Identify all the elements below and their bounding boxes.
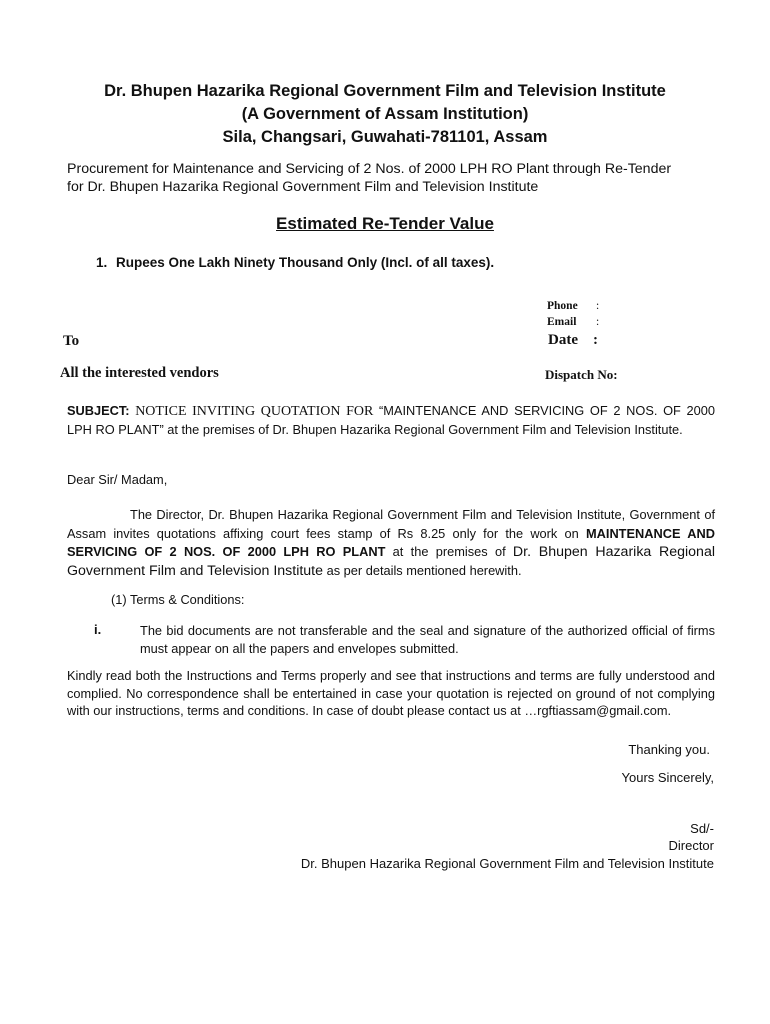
terms-item-numeral: i. (94, 622, 102, 637)
para1-institute: Dr. Bhupen Hazarika Regional Government Film and Television Institute (67, 544, 715, 579)
body-paragraph-1 (67, 506, 715, 580)
thanking-you: Thanking you. (628, 742, 710, 757)
subject-paragraph (67, 402, 715, 438)
estimate-item (96, 255, 494, 270)
para1-bold: MAINTENANCE AND SERVICING OF 2 NOS. OF 2000 LPH RO PLANT (67, 525, 715, 559)
para1-text: The Director, Dr. Bhupen Hazarika Regional Government Film and Television Institute, Government of Assam invites quotations affixing court fees stamp of Rs 8.25 only for the work on (67, 507, 715, 541)
email-colon: : (596, 316, 600, 328)
subject-text-serif: NOTICE INVITING QUOTATION FOR (129, 404, 374, 419)
estimate-item-number: 1. (96, 255, 108, 270)
para1-text2: at the premises of (385, 544, 513, 559)
body-paragraph-2: Kindly read both the Instructions and Terms properly and see that instructions and terms are fully understood and complied. No correspondence shall be entertained in case your quotation is rejected on ground of not complying with our instructions, terms and conditions. In case of doubt please contact us at …rgftiassam@gmail.com. (67, 668, 715, 718)
para1-text3: as per details mentioned herewith. (323, 562, 522, 578)
addressee-vendors: All the interested vendors (60, 365, 219, 381)
estimate-title: Estimated Re-Tender Value (276, 214, 494, 233)
subject-text: “MAINTENANCE AND SERVICING OF 2 NOS. OF 2000 LPH RO PLANT” at the premises of Dr. Bhupen Hazarika Regional Government Film and Television Institute. (67, 403, 716, 437)
institute-name: Dr. Bhupen Hazarika Regional Government Film and Television Institute (104, 82, 666, 100)
intro-line-1: Procurement for Maintenance and Servicing of 2 Nos. of 2000 LPH RO Plant through Re-Tender (67, 161, 672, 177)
email-label: Email (547, 316, 577, 328)
date-colon: : (593, 332, 598, 348)
phone-colon: : (596, 300, 600, 312)
dispatch-label: Dispatch No: (545, 367, 618, 382)
date-label: Date (548, 332, 578, 348)
yours-sincerely: Yours Sincerely, (621, 770, 714, 785)
institute-affiliation: (A Government of Assam Institution) (241, 105, 529, 123)
salutation: Dear Sir/ Madam, (67, 472, 168, 487)
signed-mark: Sd/- (690, 821, 714, 836)
subject-label: SUBJECT: (67, 403, 130, 418)
phone-label: Phone (547, 300, 578, 312)
signatory-institute: Dr. Bhupen Hazarika Regional Government Film and Television Institute (300, 856, 714, 871)
intro-line-2: for Dr. Bhupen Hazarika Regional Government Film and Television Institute (67, 179, 539, 195)
estimate-item-text: Rupees One Lakh Ninety Thousand Only (Incl. of all taxes). (116, 255, 495, 270)
to-label: To (63, 333, 80, 349)
terms-heading: (1) Terms & Conditions: (111, 592, 245, 607)
terms-item-text: The bid documents are not transferable and the seal and signature of the authorized official of firms must appear on all the papers and envelopes submitted. (140, 623, 715, 656)
signatory-designation: Director (668, 838, 714, 853)
institute-address: Sila, Changsari, Guwahati-781101, Assam (222, 128, 548, 146)
